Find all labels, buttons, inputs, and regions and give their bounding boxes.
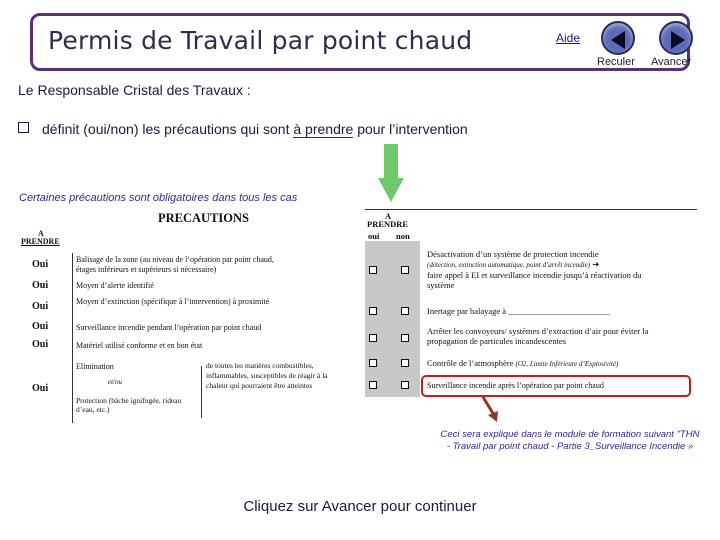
- checklist-item: Inertage par balayage à ________________________: [427, 306, 611, 316]
- checkbox-non[interactable]: [401, 307, 409, 315]
- precaution-item: Surveillance incendie pendant l’opération par point chaud: [76, 323, 262, 332]
- forward-label: Avancer: [651, 56, 692, 68]
- red-pointer-arrow-icon: [480, 395, 500, 423]
- brace: [201, 366, 205, 418]
- checkbox-oui[interactable]: [369, 359, 377, 367]
- precaution-item: Moyen d’extinction (spécifique à l’intervention) à proximité: [76, 297, 270, 306]
- checkbox-non[interactable]: [401, 359, 409, 367]
- checkbox-oui[interactable]: [369, 381, 377, 389]
- precautions-table: [18, 207, 340, 425]
- back-label: Reculer: [597, 56, 635, 68]
- column-header-prendre: PRENDRE: [367, 219, 409, 229]
- item-rest: faire appel à EI et surveillance incendie jusqu’à réactivation du système: [427, 270, 642, 290]
- precaution-item: Moyen d’alerte identifié: [76, 281, 154, 290]
- column-header-prendre: PRENDRE: [21, 237, 60, 246]
- checkbox-non[interactable]: [401, 334, 409, 342]
- checkbox-oui[interactable]: [369, 307, 377, 315]
- help-link[interactable]: Aide: [556, 31, 581, 45]
- item-main: Désactivation d’un système de protection incendie: [427, 249, 599, 259]
- checkbox-oui[interactable]: [369, 334, 377, 342]
- section-subtitle: Le Responsable Cristal des Travaux :: [18, 82, 251, 98]
- bullet-text: [42, 121, 468, 137]
- checklist-item: Arrêter les convoyeurs/ systèmes d’extraction d’air pour éviter la propagation de particules incandescentes: [427, 326, 649, 346]
- forward-button[interactable]: [659, 21, 693, 55]
- mandatory-note: Certaines précautions sont obligatoires dans tous les cas: [19, 192, 298, 204]
- continue-instruction: Cliquez sur Avancer pour continuer: [243, 498, 477, 515]
- checkbox-non[interactable]: [401, 266, 409, 274]
- flag-oui: Oui: [32, 259, 49, 270]
- bullet-checkbox-icon: [18, 122, 29, 133]
- precautions-title: PRECAUTIONS: [158, 211, 249, 225]
- checklist-item: Surveillance incendie après l’opération par point chaud: [427, 381, 604, 390]
- bullet-prefix: définit (oui/non) les précautions qui sont: [42, 121, 294, 137]
- precaution-detail: de toutes les matières combustibles, inflammables, susceptibles de réagir à la chaleur qui pourraient être atteintes: [206, 361, 328, 390]
- back-button[interactable]: [601, 21, 635, 55]
- forward-arrow-icon: [671, 31, 685, 49]
- flag-oui: Oui: [32, 321, 49, 332]
- flag-oui: Oui: [32, 301, 49, 312]
- checklist-item: [427, 358, 692, 369]
- column-header-non: non: [396, 231, 410, 241]
- checkbox-non[interactable]: [401, 381, 409, 389]
- checkbox-column: [365, 241, 420, 397]
- training-module-note: Ceci sera expliqué dans le module de formation suivant "THN - Travail par point chaud - Partie 3_Surveillance Incendie »: [440, 429, 700, 452]
- checkbox-oui[interactable]: [369, 266, 377, 274]
- flag-oui: Oui: [32, 280, 49, 291]
- page-title: Permis de Travail par point chaud: [48, 26, 473, 55]
- precaution-item: Balisage de la zone (au niveau de l’opération par point chaud, étages inférieurs et supérieurs si nécessaire): [76, 255, 274, 274]
- back-arrow-icon: [611, 31, 625, 49]
- flag-oui: Oui: [32, 339, 49, 350]
- precaution-item: Elimination: [76, 362, 114, 371]
- flag-oui: Oui: [32, 383, 49, 394]
- column-header-oui: oui: [368, 231, 380, 241]
- bullet-emphasis: à prendre: [293, 121, 354, 137]
- precaution-item: Protection (bâche ignifugée, rideau d’eau, etc.): [76, 396, 182, 414]
- column-header-a: A: [385, 211, 392, 221]
- bullet-suffix: pour l’intervention: [353, 121, 468, 137]
- table-top-rule: [365, 209, 697, 210]
- checklist-item: [427, 249, 667, 290]
- item-main: Contrôle de l’atmosphère: [427, 358, 514, 368]
- item-detail: (O2, Limite Inférieure d’Explosivité): [515, 360, 619, 368]
- column-header-a: A: [38, 229, 44, 238]
- precaution-connector: et/ou: [108, 378, 122, 386]
- column-divider: [72, 253, 73, 423]
- item-detail: (détection, extinction automatique, point d’arrêt incendie): [427, 261, 591, 269]
- green-down-arrow-icon: [378, 144, 404, 204]
- checklist-table: [365, 207, 697, 397]
- arrow-icon: ➔: [592, 259, 600, 269]
- precaution-item: Matériel utilisé conforme et en bon état: [76, 341, 203, 350]
- highlight-box: [421, 375, 691, 397]
